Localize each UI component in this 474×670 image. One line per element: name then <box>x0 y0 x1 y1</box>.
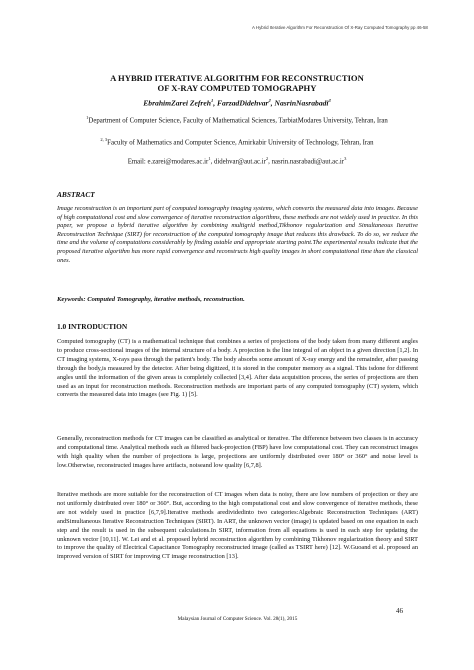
affiliation-2 <box>50 137 424 146</box>
author-superscript: 3 <box>328 98 331 103</box>
email-superscript: 3 <box>344 156 347 161</box>
page-number: 46 <box>396 607 403 615</box>
author-superscript: 2 <box>268 98 271 103</box>
email-address[interactable]: didehvar@aut.ac.ir <box>213 158 266 166</box>
affiliation-text: Department of Computer Science, Faculty of Mathematical Sciences, TarbiatModares University, Tehran, Iran <box>88 117 388 125</box>
affiliation-superscript: 1 <box>86 115 89 120</box>
affiliation-text: Faculty of Mathematics and Computer Science, Amirkabir University of Technology, Tehran, Iran <box>107 139 374 147</box>
abstract-heading: ABSTRACT <box>57 190 95 199</box>
affiliation-superscript: 2, 3 <box>100 137 108 142</box>
keywords: Keywords: Computed Tomography, iterative methods, reconstruction. <box>57 296 245 303</box>
author-name: NasrinNasrabadi <box>274 98 329 108</box>
section-heading-introduction: 1.0 INTRODUCTION <box>57 322 128 331</box>
email-superscript: 1 <box>208 156 211 161</box>
journal-footer: Malaysian Journal of Computer Science. Vol. 28(1), 2015 <box>177 616 298 622</box>
body-paragraph: Computed tomography (CT) is a mathematical technique that combines a series of projections of the body taken from many different angles to produce cross-sectional images of the internal structure of a body. A projection is the line integral of an object in a given direction [1,2]. In CT imaging systems, X-rays pass through the patient's body. The body absorbs some amount of X-ray energy and the remainder, after passing through the body,is measured by the detector. After being digitized, it is stored in the computer memory as a signal. This isdone for different angles until the information of the given areas is completely collected [3,4]. After data acquisition process, the series of projections are then used as an input for reconstruction methods. Reconstruction methods are important parts of any computed tomography (CT) system, which converts the measured data into images (see Fig. 1) [5]. <box>57 338 418 399</box>
body-paragraph: Generally, reconstruction methods for CT images can be classified as analytical or iterative. The difference between two classes is in accuracy and computational time. Analytical methods such as filtered back-projection (FBP) have low computational cost. They can reconstruct images with high quality when the number of projections is large, projections are uniformly distributed over 180° or 360° and noise level is low.Otherwise, reconstructed images have artifacts, noiseand low quality [6,7,8]. <box>57 435 418 469</box>
author-name: EbrahimZarei Zefreh <box>143 98 211 108</box>
email-address[interactable]: nasrin.nasrabadi@aut.ac.ir <box>271 158 345 166</box>
email-line: Email: $e.zarei@modares.ac.ir^1$, $didehvar@aut.ac.ir^2$, $nasrin.nasrabadi@aut.ac.ir^3$ <box>127 156 347 166</box>
email-superscript: 2 <box>265 156 269 161</box>
body-paragraph: Iterative methods are more suitable for the reconstruction of CT images when data is noisy, there are low numbers of projection or they are not uniformly distributed over 180° or 360°. But, according to the high computational cost and slow convergence of iterative methods, these are not widely used in practice [6,7,9].Iterative methods aredividedinto two categories:Algebraic Reconstruction Techniques (ART) andSimultaneous Iterative Reconstruction Techniques (SIRT). In ART, the unknown vector (image) is updated based on one equation in each step and the result is used in the subsequent calculations.In SIRT, information from all equations is used in each step for updating the unknown vector [10,11]. W. Lei and et al. proposed hybrid reconstruction algorithm by combining Tikhonov regularization theory and SIRT to improve the quality of Electrical Capacitance Tomography reconstructed image (called as TSIRT here) [12]. W.Guoand et al. proposed an improved version of SIRT for improving CT image reconstruction [13]. <box>57 491 418 561</box>
email-label: Email: <box>127 158 148 166</box>
author-name: FarzadDidehvar <box>216 98 269 108</box>
paper-title <box>60 73 414 93</box>
paper-title-line-2: OF X-RAY COMPUTED TOMOGRAPHY <box>157 83 317 93</box>
author-superscript: 1 <box>210 98 214 103</box>
abstract-body: Image reconstruction is an important part of computed tomography imaging systems, which converts the measured data into images. Because of high computational cost and slow convergence of iterative reconstruction algorithms, these methods are not widely used in practice. In this paper, we propose a hybrid iterative algorithm by combining multigrid method,Tikhonov regularization and Simultaneous Iterative Reconstruction Technique (SIRT) for reconstruction of the computed tomography image that reduces this drawback. To do so, we reduce the time and the volume of computations considerably by finding astable and appropriate starting point.The experimental results indicate that the proposed iterative algorithm has more rapid convergence and reconstructs high quality images in short computational time than the classical ones. <box>57 205 418 264</box>
affiliation-1 <box>50 115 424 124</box>
paper-title-line-1: A HYBRID ITERATIVE ALGORITHM FOR RECONSTRUCTION <box>110 73 364 83</box>
email-address[interactable]: e.zarei@modares.ac.ir <box>147 158 209 166</box>
running-header: A Hybrid Iterative Algorithm For Reconstruction Of X-Ray Computed Tomography pp 46-58 <box>252 25 428 30</box>
author-list: EbrahimZarei Zefreh$^1$, FarzadDidehvar$^2$, NasrinNasrabadi$^3$ <box>143 98 331 108</box>
